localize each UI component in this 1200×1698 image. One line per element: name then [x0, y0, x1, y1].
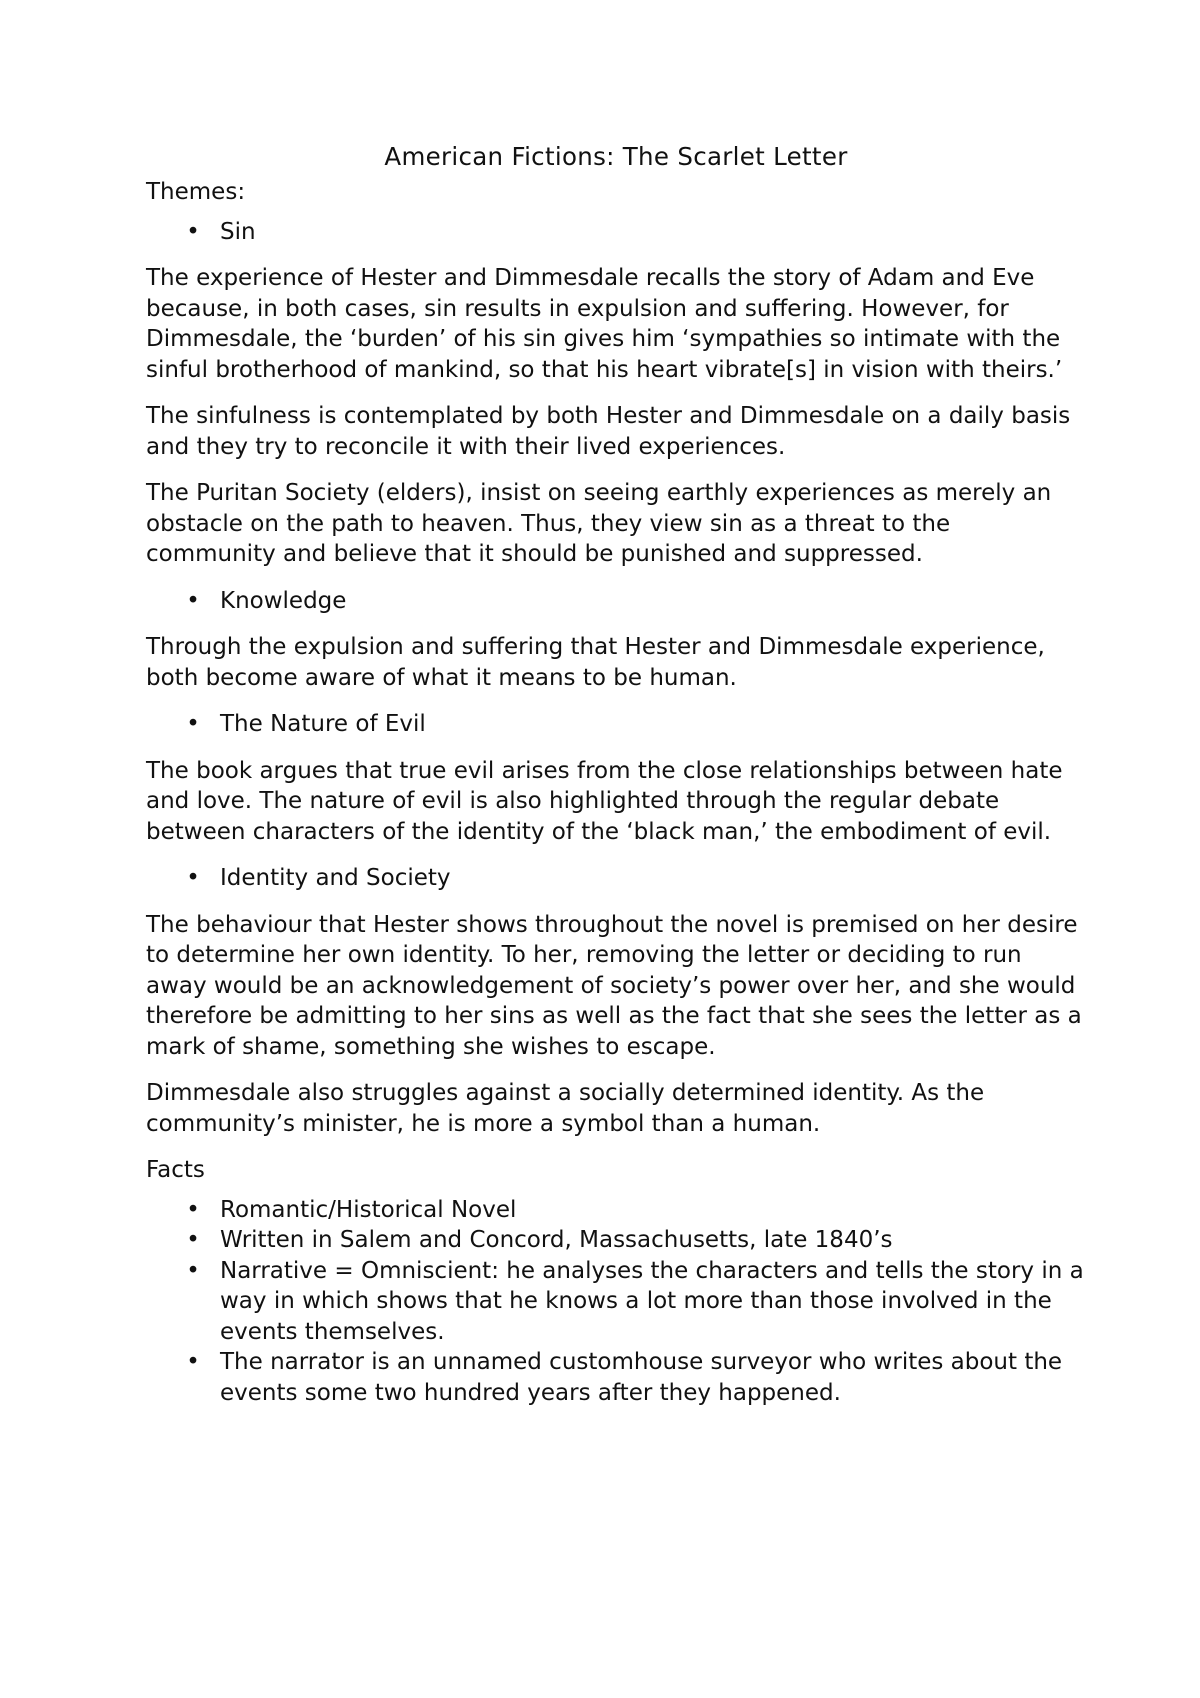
sin-paragraph: The sinfulness is contemplated by both Hester and Dimmesdale on a daily basis and they try to reconcile it with their lived experiences.	[146, 403, 1071, 460]
fact-text: The narrator is an unnamed customhouse surveyor who writes about the events some two hundred years after they happened.	[220, 1349, 1063, 1406]
bullet-icon: •	[186, 587, 200, 614]
theme-heading-sin	[146, 217, 1086, 248]
theme-heading-evil	[146, 709, 1086, 740]
theme-heading-identity	[146, 863, 1086, 894]
theme-list-evil	[146, 709, 1086, 740]
document-page	[146, 140, 1086, 1424]
identity-paragraph: Dimmesdale also struggles against a socially determined identity. As the community’s minister, he is more a symbol than a human.	[146, 1080, 985, 1137]
knowledge-paragraph: Through the expulsion and suffering that Hester and Dimmesdale experience, both become aware of what it means to be human.	[146, 634, 1045, 691]
theme-list-sin	[146, 217, 1086, 248]
theme-list-knowledge	[146, 586, 1086, 617]
bullet-icon: •	[186, 1196, 200, 1223]
bullet-icon: •	[186, 1227, 200, 1253]
theme-list-identity	[146, 863, 1086, 894]
fact-item	[146, 1195, 1086, 1226]
fact-text: Romantic/Historical Novel	[220, 1196, 517, 1223]
theme-heading-text: Identity and Society	[220, 865, 451, 891]
facts-label: Facts	[146, 1157, 205, 1183]
bullet-icon: •	[186, 1349, 200, 1375]
sin-paragraph: The Puritan Society (elders), insist on seeing earthly experiences as merely an obstacle on the path to heaven. Thus, they view sin as a threat to the community and believe that it should be punished and suppressed.	[146, 480, 1052, 567]
facts-list	[146, 1195, 1086, 1409]
evil-paragraph: The book argues that true evil arises from the close relationships between hate and love. The nature of evil is also highlighted through the regular debate between characters of the identity of the ‘black man,’ the embodiment of evil.	[146, 757, 1063, 845]
sin-paragraph: The experience of Hester and Dimmesdale recalls the story of Adam and Eve because, in both cases, sin results in expulsion and suffering. However, for Dimmesdale, the ‘burden’ of his sin gives him ‘sympathies so intimate with the sinful brotherhood of mankind, so that his heart vibrate[s] in vision with theirs.’	[146, 265, 1063, 383]
bullet-icon: •	[186, 711, 200, 737]
bullet-icon: •	[186, 1257, 200, 1284]
identity-paragraph: The behaviour that Hester shows throughout the novel is premised on her desire to determine her own identity. To her, removing the letter or deciding to run away would be an acknowledgement of society’s power over her, and she would therefore be admitting to her sins as well as the fact that she sees the letter as a mark of shame, something she wishes to escape.	[146, 911, 1082, 1060]
theme-heading-text: Knowledge	[220, 587, 347, 614]
theme-heading-text: Sin	[220, 218, 256, 245]
bullet-icon: •	[186, 865, 200, 891]
theme-heading-knowledge	[146, 586, 1086, 617]
themes-label: Themes:	[146, 179, 246, 205]
theme-heading-text: The Nature of Evil	[220, 711, 426, 737]
fact-item	[146, 1347, 1086, 1408]
document-title: American Fictions: The Scarlet Letter	[384, 142, 848, 171]
fact-item	[146, 1225, 1086, 1256]
fact-text: Written in Salem and Concord, Massachusetts, late 1840’s	[220, 1227, 893, 1253]
fact-item	[146, 1256, 1086, 1348]
fact-text: Narrative = Omniscient: he analyses the characters and tells the story in a way in which shows that he knows a lot more than those involved in the events themselves.	[220, 1257, 1084, 1345]
bullet-icon: •	[186, 218, 200, 245]
